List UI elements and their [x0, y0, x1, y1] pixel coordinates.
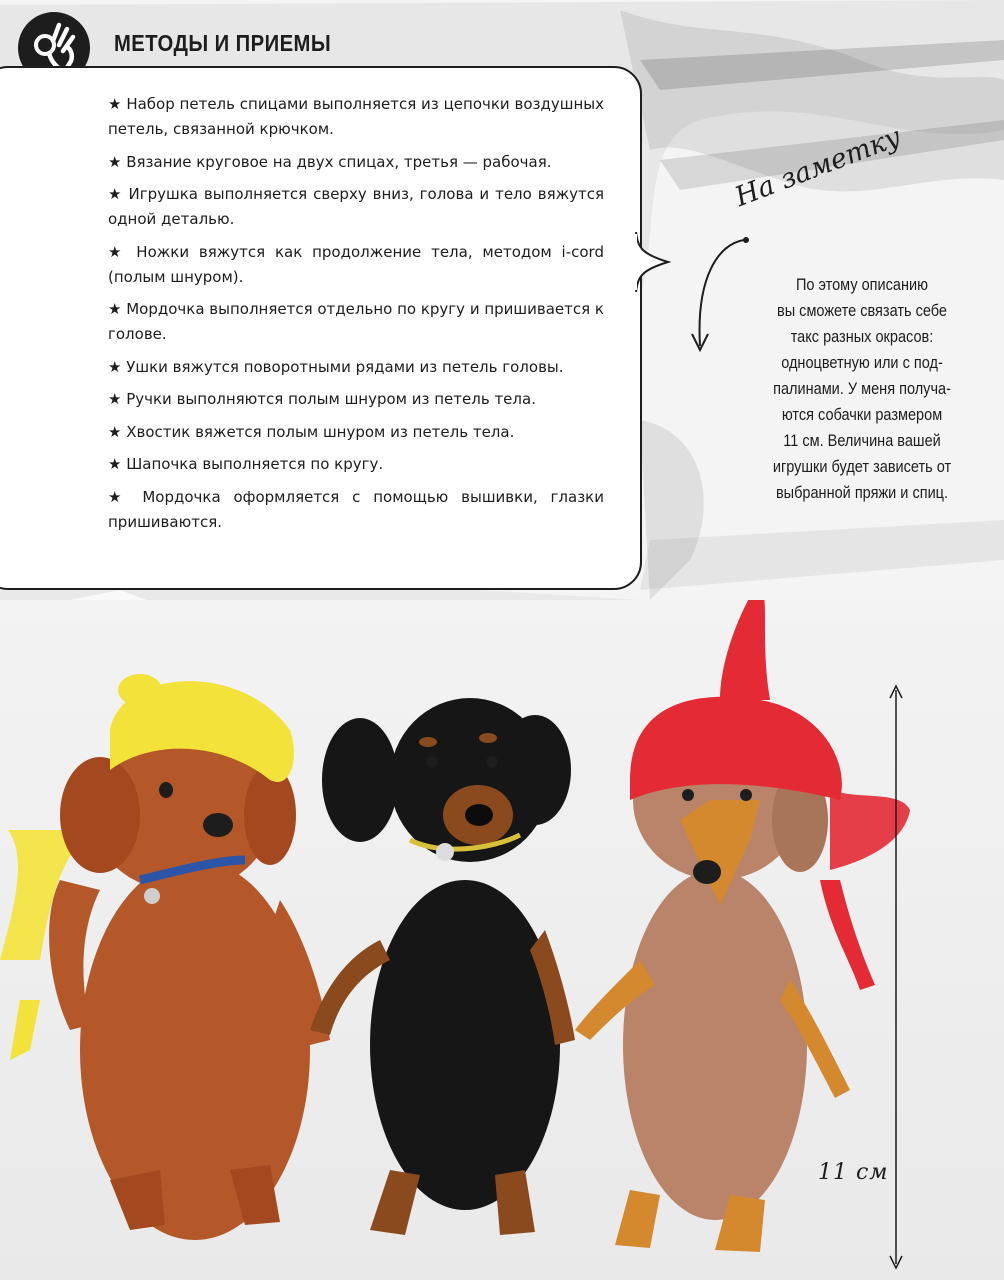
method-item: ★ Вязание круговое на двух спицах, третья — рабочая. [108, 152, 552, 171]
method-item: ★ Ножки вяжутся как продолжение тела, методом i-cord (полым шнуром). [108, 242, 604, 286]
method-item: ★ Шапочка выполняется по кругу. [108, 455, 384, 473]
note-line: палинами. У меня получа- [773, 380, 951, 398]
method-item: ★ Хвостик вяжется полым шнуром из петель тела. [108, 422, 515, 441]
note-line: такс разных окрасов: [790, 328, 934, 346]
method-item: ★ Ушки вяжутся поворотными рядами из петель головы. [108, 357, 564, 376]
note-text [753, 272, 971, 506]
method-item: ★ Игрушка выполняется сверху вниз, голова и тело вяжутся одной деталью. [108, 185, 604, 228]
note-line: игрушки будет зависеть от [772, 458, 952, 476]
note-line: вы сможете связать себе [776, 302, 947, 320]
methods-list [108, 92, 604, 542]
note-title: На заметку [730, 121, 906, 213]
method-item: ★ Мордочка выполняется отдельно по кругу и пришивается к голове. [108, 300, 604, 343]
method-item: ★ Ручки выполняются полым шнуром из петель тела. [108, 390, 536, 408]
note-line: 11 см. Величина вашей [783, 432, 941, 450]
note-line: выбранной пряжи и спиц. [775, 484, 949, 502]
method-item: ★ Мордочка оформляется с помощью вышивки, глазки пришиваются. [108, 487, 604, 531]
note-line: ются собачки размером [781, 406, 943, 424]
box-pointer [628, 232, 678, 292]
note-line: одноцветную или с под- [781, 354, 943, 372]
note-line: По этому описанию [795, 276, 929, 294]
height-label: 11 см [818, 1160, 889, 1185]
method-item: ★ Набор петель спицами выполняется из цепочки воздушных петель, связанной крючком. [108, 95, 604, 138]
section-title: МЕТОДЫ И ПРИЕМЫ [114, 30, 332, 56]
curved-arrow-icon [688, 228, 758, 358]
